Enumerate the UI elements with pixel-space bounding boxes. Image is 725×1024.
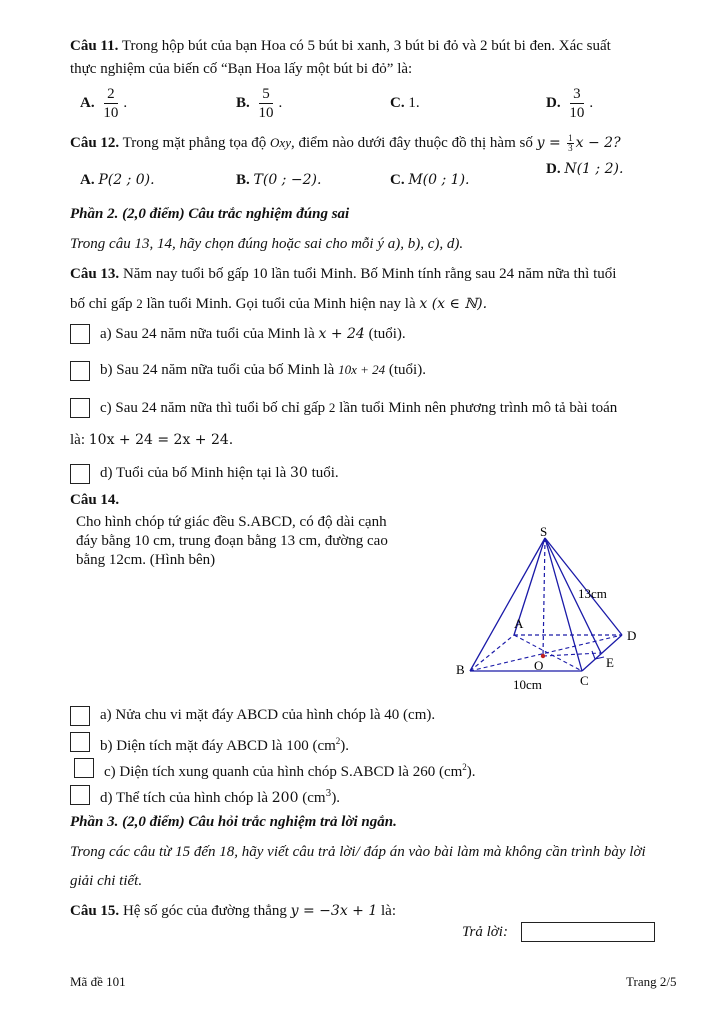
option-text: 1. <box>408 95 420 111</box>
q13-text1: Năm nay tuổi bố gấp 10 lần tuổi Minh. Bố Minh tính rằng sau 24 năm nữa thì tuổi <box>119 266 617 282</box>
q13-d-end: tuổi. <box>307 465 339 481</box>
q12-eq-left: y = <box>536 135 566 151</box>
label-O: O <box>534 658 544 673</box>
option-letter: A. <box>80 172 95 188</box>
q12-option-b <box>236 170 321 190</box>
part3-instruction2: giải chi tiết. <box>70 873 143 889</box>
q13-c-label2: lần tuổi Minh nên phương trình mô tả bài toán <box>335 400 618 416</box>
q13-text2b: lần tuổi Minh. Gọi tuổi của Minh hiện nay là <box>142 296 420 312</box>
option-letter: B. <box>236 172 250 188</box>
q14-b-end: ). <box>340 738 350 754</box>
part3-instruction1: Trong các câu từ 15 đến 18, hãy viết câu trả lời/ đáp án vào bài làm mà không cần trình bày lời <box>70 844 646 860</box>
q13-a-math: x + 24 <box>318 326 365 342</box>
q14-d-text <box>100 784 340 808</box>
q13-line1 <box>70 264 616 284</box>
q13-c2-math: 10x + 24 = 2x + 24. <box>88 432 234 448</box>
q14-b-text <box>100 731 349 756</box>
q13-c-line2 <box>70 430 233 450</box>
q13-c2-label: là: <box>70 432 89 448</box>
q14-d-checkbox[interactable] <box>70 785 90 805</box>
q13-c-two: 2 <box>328 400 336 415</box>
q14-c-end: ). <box>466 764 476 780</box>
q14-desc2: đáy bằng 10 cm, trung đoạn bằng 13 cm, đường cao <box>76 533 388 549</box>
q13-c-text <box>100 398 617 418</box>
q13-b-end: (tuổi). <box>385 362 426 378</box>
q11-text1: Trong hộp bút của bạn Hoa có 5 bút bi xanh, 3 bút bi đỏ và 2 bút bi đen. Xác suất <box>118 38 611 54</box>
q14-desc1: Cho hình chóp tứ giác đều S.ABCD, có độ dài cạnh <box>76 514 387 530</box>
label-D: D <box>627 628 637 643</box>
q15-math: y = −3x + 1 <box>290 903 378 919</box>
q11-option-d: D. $\frac{3}{10}$ . <box>546 86 594 122</box>
edge-SC <box>545 538 582 671</box>
q13-d-num: 30 <box>290 465 308 481</box>
q14-c-checkbox[interactable] <box>74 758 94 778</box>
label-B: B <box>456 662 465 677</box>
q14-d-sup: 3 <box>325 789 332 799</box>
q11-option-c <box>390 93 420 113</box>
q14-label: Câu 14. <box>70 492 120 508</box>
part3-title <box>70 812 397 832</box>
edge-CD <box>582 635 622 671</box>
q12-line <box>70 130 621 156</box>
part2-title: Phần 2. (2,0 điểm) Câu trắc nghiệm đúng sai <box>70 206 350 222</box>
label-S: S <box>540 524 548 539</box>
q15-text: Hệ số góc của đường thẳng <box>119 903 291 919</box>
option-text: M(0 ; 1). <box>408 172 470 188</box>
frac-num: 3 <box>570 85 584 104</box>
q13-text2c: x (x ∈ ℕ). <box>419 296 488 312</box>
label-base-10cm: 10cm <box>513 677 542 692</box>
diagonal-AC <box>514 635 582 671</box>
label-C: C <box>580 673 589 688</box>
option-letter: C. <box>390 95 405 111</box>
q13-b-checkbox[interactable] <box>70 361 90 381</box>
q14-d-num: 200 <box>271 790 299 806</box>
q12-option-c <box>390 170 469 190</box>
q14-c-sup: 2 <box>462 762 467 772</box>
q13-c-label: c) Sau 24 năm nữa thì tuổi bố chỉ gấp <box>100 400 329 416</box>
frac-den: 10 <box>569 105 585 122</box>
footer-page-number: Trang 2/5 <box>626 974 677 989</box>
q14-b-label: b) Diện tích mặt đáy ABCD là 100 (cm <box>100 738 336 754</box>
q12-frac-den: 3 <box>568 143 573 154</box>
q13-a-label: a) Sau 24 năm nữa tuổi của Minh là <box>100 326 319 342</box>
q12-text: Trong mặt phẳng tọa độ <box>119 135 271 151</box>
label-slant-13cm: 13cm <box>578 586 607 601</box>
q13-d-checkbox[interactable] <box>70 464 90 484</box>
part2-instruction: Trong câu 13, 14, hãy chọn đúng hoặc sai cho mỗi ý a), b), c), d). <box>70 236 464 252</box>
option-text: T(0 ; −2). <box>253 172 322 188</box>
q12-eq-right: x − 2? <box>575 135 621 151</box>
q11-option-b: B. $\frac{5}{10}$ . <box>236 86 283 122</box>
q14-c-label: c) Diện tích xung quanh của hình chóp S.ABCD là 260 (cm <box>104 764 463 780</box>
footer-exam-code: Mã đề 101 <box>70 974 126 989</box>
q14-d-end: ). <box>331 790 341 806</box>
q12-option-a <box>80 170 155 190</box>
q13-d-label: d) Tuổi của bố Minh hiện tại là <box>100 465 290 481</box>
q15-end: là: <box>377 903 397 919</box>
label-A: A <box>514 616 524 631</box>
frac-num: 2 <box>104 85 118 104</box>
q15-label: Câu 15. <box>70 903 120 919</box>
option-letter: B. <box>236 95 250 111</box>
q14-d-unit: (cm <box>298 790 326 806</box>
q13-a-text <box>100 324 406 344</box>
q12-text2: , điểm nào dưới đây thuộc đồ thị hàm số <box>290 135 537 151</box>
option-text: P(2 ; 0). <box>98 172 155 188</box>
q15-answer-box[interactable] <box>521 922 655 942</box>
q11-text2: thực nghiệm của biến cố “Bạn Hoa lấy một bút bi đỏ” là: <box>70 61 413 77</box>
q11-label: Câu 11. <box>70 38 119 54</box>
q11-line1 <box>70 36 611 56</box>
q13-a-end: (tuổi). <box>364 326 406 342</box>
q15-line <box>70 901 396 921</box>
height-SO <box>543 538 545 656</box>
q11-option-a: A. $\frac{2}{10}$ . <box>80 86 128 122</box>
q14-b-sup: 2 <box>335 736 341 746</box>
option-letter: A. <box>80 95 95 111</box>
option-letter: C. <box>390 172 405 188</box>
q13-two: 2 <box>136 296 143 311</box>
q12-oxy: Oxy <box>270 135 291 150</box>
q13-b-math: 10x + 24 <box>338 362 386 377</box>
q12-label: Câu 12. <box>70 135 120 151</box>
q13-label: Câu 13. <box>70 266 120 282</box>
frac-den: 10 <box>258 105 274 122</box>
q13-c-checkbox[interactable] <box>70 398 90 418</box>
edge-SB <box>470 538 545 671</box>
q13-d-text <box>100 463 339 483</box>
q14-a-text: a) Nửa chu vi mặt đáy ABCD của hình chóp là 40 (cm). <box>100 707 436 723</box>
q13-text2a: bố chỉ gấp <box>70 296 137 312</box>
part3-title-text: Phần 3. (2,0 điểm) Câu hỏi trắc nghiệm trả lời ngắn. <box>70 814 397 830</box>
q14-d-label: d) Thể tích của hình chóp là <box>100 790 272 806</box>
frac-den: 10 <box>103 105 119 122</box>
q14-a-checkbox[interactable] <box>70 706 90 726</box>
q12-option-d <box>546 159 623 179</box>
label-E: E <box>606 655 614 670</box>
q12-frac-num: 1 <box>568 133 573 144</box>
q13-b-label: b) Sau 24 năm nữa tuổi của bố Minh là <box>100 362 339 378</box>
frac-num: 5 <box>259 85 273 104</box>
option-text: N(1 ; 2). <box>564 161 624 177</box>
option-letter: D. <box>546 161 561 177</box>
q14-c-text <box>104 757 476 782</box>
q14-desc3: bằng 12cm. (Hình bên) <box>76 552 216 568</box>
q14-b-checkbox[interactable] <box>70 732 90 752</box>
q13-b-text <box>100 360 426 380</box>
q13-line2 <box>70 294 487 314</box>
option-letter: D. <box>546 95 561 111</box>
q13-a-checkbox[interactable] <box>70 324 90 344</box>
q15-answer-label: Trả lời: <box>462 924 508 940</box>
pyramid-figure <box>440 520 680 695</box>
